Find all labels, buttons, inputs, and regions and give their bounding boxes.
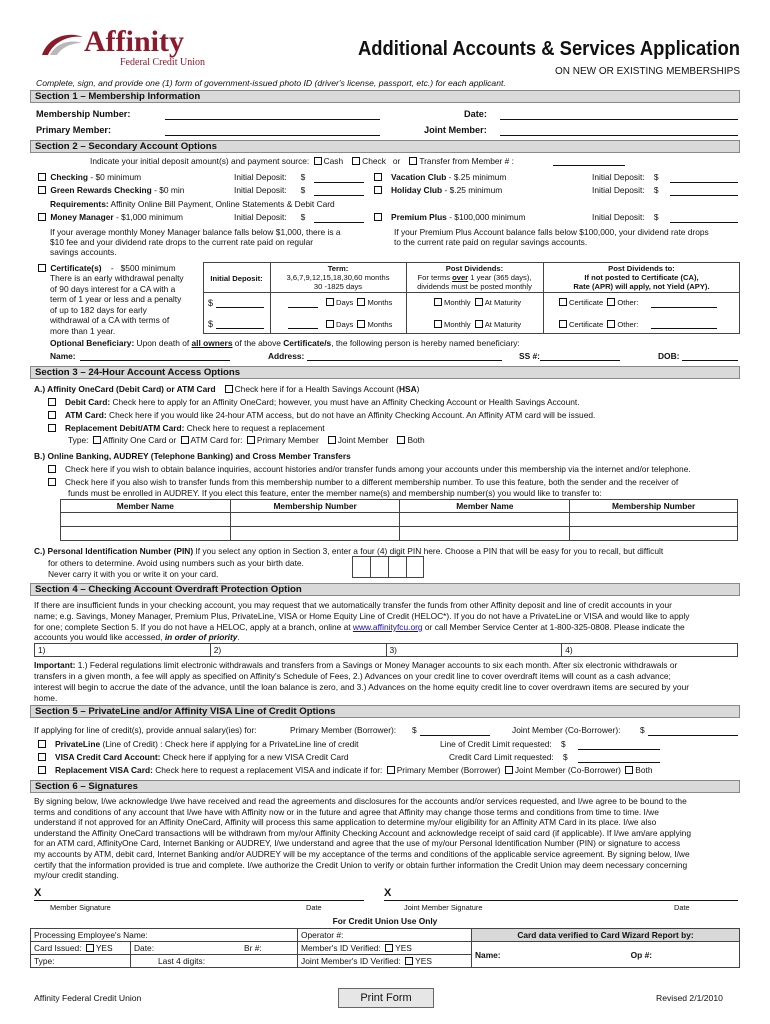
overdraft-text-1: If there are insufficient funds in your checking account, you may request that we automatically transfer the funds from other Affinity deposit and line of credit accounts in your: [34, 600, 672, 610]
requirements-text: Affinity Online Bill Payment, Online Statements & Debit Card: [108, 199, 335, 209]
overdraft-text-4: or call Member Service Center at 1-800-325-0808. Please indicate the: [422, 622, 685, 632]
section-3-header: Section 3 – 24-Hour Account Access Options: [30, 366, 740, 379]
type-label: Type:: [68, 435, 89, 445]
agreement-line: my accounts by ATM, debit card, Internet Banking and/or AUDREY will be my acceptance of the terms and conditions of the applicable service agreement. By signing below, I/we: [34, 848, 690, 859]
certificate-min: $500 minimum: [120, 263, 176, 273]
logo-subtitle: Federal Credit Union: [120, 57, 205, 68]
post-over: over: [452, 273, 469, 282]
green-rewards-checkbox[interactable]: [38, 186, 46, 194]
last-four-cell[interactable]: [131, 955, 298, 968]
mm-note-2: $10 fee and your dividend rate drops to the current rate paid on regular: [50, 237, 314, 247]
col-membership-number: Membership Number: [570, 500, 738, 513]
transfer-name-cell[interactable]: [400, 527, 570, 541]
cc-limit-label: Credit Card Limit requested:: [449, 752, 554, 762]
ben-dob-field[interactable]: [682, 360, 738, 361]
postto-header: Post Dividends to:: [608, 264, 675, 273]
yes-label: YES: [415, 956, 432, 966]
replacement-card-label: Replacement Debit/ATM Card:: [64, 423, 185, 433]
primary-member-field[interactable]: [165, 135, 380, 136]
cert-row-1-term[interactable]: [288, 307, 318, 308]
onecard-title: A.) Affinity OneCard (Debit Card) or ATM Card: [34, 384, 216, 394]
replacement-card-checkbox[interactable]: [48, 424, 56, 432]
pin-title: C.) Personal Identification Number (PIN): [34, 546, 194, 556]
ben-dob-label: DOB:: [658, 351, 680, 361]
cert-row-1-deposit[interactable]: [216, 307, 264, 308]
holiday-deposit-label: Initial Deposit:: [592, 185, 645, 195]
vacation-club-label: Vacation Club: [390, 172, 447, 182]
cert-row-2-term[interactable]: [288, 328, 318, 329]
penalty-line: There is an early withdrawal penalty: [50, 273, 184, 283]
dollar-sign: $: [300, 172, 306, 182]
cash-checkbox[interactable]: [314, 157, 322, 165]
section-6-header: Section 6 – Signatures: [30, 780, 740, 793]
priority-table: [34, 643, 738, 657]
cert-row-1-monthly-checkbox[interactable]: [434, 298, 442, 306]
ben-name-field[interactable]: [80, 360, 230, 361]
penalty-line: more than 1 year.: [50, 325, 116, 336]
certificate-label: Certificate(s): [50, 263, 102, 273]
post-monthly-note: dividends must be posted monthly: [417, 282, 532, 291]
holiday-club-label: Holiday Club: [390, 185, 443, 195]
transfer-number-cell[interactable]: [570, 527, 738, 541]
affinity-logo-mark-icon: [40, 29, 84, 57]
card-issued-cell: [31, 942, 131, 955]
months-label: Months: [367, 320, 393, 329]
replacement-visa-checkbox[interactable]: [38, 766, 46, 774]
operator-cell[interactable]: [298, 929, 472, 942]
ben-certificates: Certificate/s: [283, 338, 332, 348]
penalty-line: withdrawal of a CA with terms of: [50, 315, 170, 325]
days-label: Days: [336, 298, 354, 307]
certificate-option-label: Certificate: [569, 298, 604, 307]
joint-member-label: Joint Member:: [424, 125, 487, 135]
atm-card-text: Check here if you would like 24-hour ATM access, but do not have an Affinity Checking Account. An Affinity ATM card will be issued.: [106, 410, 596, 420]
transfer-label: Transfer from Member # :: [419, 156, 514, 166]
rv-joint-checkbox[interactable]: [505, 766, 513, 774]
dollar-sign: $: [653, 185, 659, 195]
section-5-header: Section 5 – PrivateLine and/or Affinity VISA Line of Credit Options: [30, 705, 740, 718]
days-label: Days: [336, 320, 354, 329]
agreement-line: By signing below, I/we acknowledge I/we have received and read the agreements and disclosures for the accounts and/or services requested, and I/we agree to be bound to the: [34, 796, 687, 806]
member-signature-label: Member Signature: [50, 903, 111, 912]
other-label: Other:: [617, 298, 639, 307]
term-header: Term:: [327, 264, 349, 273]
cert-row-1-months-checkbox[interactable]: [357, 298, 365, 306]
cert-row-2-deposit[interactable]: [216, 328, 264, 329]
debit-card-label: Debit Card:: [64, 397, 111, 407]
ben-text-2: of the above: [232, 338, 284, 348]
privateline-label: PrivateLine: [54, 739, 101, 749]
pin-boxes: [352, 556, 424, 578]
primary-member-option: Primary Member: [256, 435, 319, 445]
agreement-line: certify that the information provided is true and complete. I/we authorize the Credit Union to verify or obtain further information the Credit Union may deem necessary concerning: [34, 859, 688, 870]
cert-row-2-dollar: $: [208, 319, 214, 329]
loc-limit-label: Line of Credit Limit requested:: [440, 739, 552, 749]
green-deposit-label: Initial Deposit:: [234, 185, 287, 195]
member-signature-field[interactable]: [34, 900, 364, 901]
certificate-penalty-text: [50, 273, 196, 336]
dollar-sign: $: [300, 212, 306, 222]
cross-transfer-text-2: funds must be enrolled in AUDREY. If you elect this feature, enter the member name(s) and membership number(s) you would like to transfer to:: [68, 488, 602, 498]
cert-row-2-days-checkbox[interactable]: [326, 320, 334, 328]
page-subtitle: ON NEW OR EXISTING MEMBERSHIPS: [554, 66, 740, 77]
green-deposit-field[interactable]: [314, 195, 364, 196]
membership-number-field[interactable]: [165, 119, 380, 120]
cert-row-1-other-checkbox[interactable]: [607, 298, 615, 306]
ben-text-1: Upon death of: [134, 338, 192, 348]
card-issued-checkbox[interactable]: [86, 944, 94, 952]
joint-date-label: Date: [674, 903, 690, 912]
post-terms-text: For terms: [417, 273, 453, 282]
signature-agreement-text: [34, 796, 740, 881]
ben-all-owners: all owners: [191, 338, 233, 348]
premium-note-2: to the current rate paid on regular savings accounts.: [394, 237, 588, 247]
mm-deposit-label: Initial Deposit:: [234, 212, 287, 222]
holiday-deposit-field[interactable]: [670, 195, 738, 196]
hsa-label: Check here if for a Health Savings Account (: [234, 384, 399, 394]
both-option: Both: [407, 435, 425, 445]
transfer-number-cell[interactable]: [230, 527, 400, 541]
col-membership-number: Membership Number: [230, 500, 400, 513]
priority-1-cell[interactable]: 1): [35, 644, 211, 657]
check-checkbox[interactable]: [352, 157, 360, 165]
joint-borrower-label: Joint Member (Co-Borrower):: [512, 725, 621, 735]
name-op-cell[interactable]: [472, 942, 740, 968]
member-sign-x: X: [34, 887, 42, 899]
priority-2-cell[interactable]: 2): [210, 644, 386, 657]
processing-employee-cell[interactable]: [31, 929, 298, 942]
money-manager-checkbox[interactable]: [38, 213, 46, 221]
months-label: Months: [367, 298, 393, 307]
cert-row-1-days-checkbox[interactable]: [326, 298, 334, 306]
member-id-checkbox[interactable]: [385, 944, 393, 952]
premium-deposit-field[interactable]: [670, 222, 738, 223]
col-term: [270, 264, 406, 291]
col-member-name: Member Name: [400, 500, 570, 513]
joint-signature-field[interactable]: [384, 900, 738, 901]
transfer-checkbox[interactable]: [409, 157, 417, 165]
green-rewards-min: - $0 min: [151, 185, 185, 195]
pin-text-2: for others to determine. Avoid using numbers such as your birth date.: [48, 558, 304, 568]
requirements-label: Requirements:: [50, 199, 109, 209]
rv-both-label: Both: [635, 765, 653, 775]
premium-plus-checkbox[interactable]: [374, 213, 382, 221]
cc-limit-field[interactable]: [578, 762, 660, 763]
overdraft-text-5: accounts you would like accessed,: [34, 632, 165, 642]
joint-id-checkbox[interactable]: [405, 957, 413, 965]
rv-joint-label: Joint Member (Co-Borrower): [514, 765, 621, 775]
postto-note-1: If not posted to Certificate (CA),: [584, 273, 699, 282]
vacation-club-min: - $.25 minimum: [446, 172, 507, 182]
important-text-4: home.: [34, 693, 58, 703]
section-1-header: Section 1 – Membership Information: [30, 90, 740, 103]
dollar-sign: $: [300, 185, 306, 195]
yes-label: YES: [95, 943, 113, 953]
cu-name-label: Name:: [475, 949, 501, 960]
date-field[interactable]: [500, 119, 738, 120]
both-checkbox[interactable]: [397, 436, 405, 444]
visa-checkbox[interactable]: [38, 753, 46, 761]
ben-name-label: Name:: [50, 351, 76, 361]
overdraft-text-3: for one; complete Section 5. If you do not have a HELOC, apply at a branch, online at: [34, 622, 353, 632]
atm-card-checkbox[interactable]: [48, 411, 56, 419]
agreement-line: terms and conditions of any account that I/we have with Affinity now or in the future and agree that Affinity may change those terms and conditions from time to time. I/we: [34, 806, 659, 817]
member-id-verified-label: Member's ID Verified:: [301, 943, 381, 953]
premium-deposit-label: Initial Deposit:: [592, 212, 645, 222]
holiday-club-checkbox[interactable]: [374, 186, 382, 194]
order-priority: in order of priority: [164, 632, 238, 642]
onecard-type-label: Affinity One Card or: [102, 435, 177, 445]
dollar-sign: $: [561, 739, 566, 749]
pin-text-1: If you select any option in Section 3, enter a four (4) digit PIN here. Choose a PIN that will be easy for you to recall, but difficult: [193, 546, 664, 556]
premium-note-1: If your Premium Plus Account balance falls below $100,000, your dividend rate drops: [394, 227, 709, 237]
green-rewards-label: Green Rewards Checking: [50, 185, 152, 195]
cert-row-2-maturity-checkbox[interactable]: [475, 320, 483, 328]
cert-row-1-maturity-checkbox[interactable]: [475, 298, 483, 306]
atm-type-checkbox[interactable]: [181, 436, 189, 444]
br-label: Br #:: [244, 943, 262, 953]
monthly-label: Monthly: [444, 320, 471, 329]
card-issued-label: Card Issued:: [34, 943, 82, 953]
post-year: 1 year (365 days),: [468, 273, 532, 282]
operator-label: Operator #:: [301, 930, 344, 940]
term-months: 3,6,7,9,12,15,18,30,60 months: [286, 273, 390, 282]
ben-text-3: , the following person is hereby named beneficiary:: [331, 338, 520, 348]
cu-date-label: Date:: [134, 943, 155, 953]
joint-signature-label: Joint Member Signature: [404, 903, 483, 912]
last-four-label: Last 4 digits:: [158, 956, 206, 966]
certificate-dash: -: [110, 263, 114, 273]
vacation-deposit-field[interactable]: [670, 182, 738, 183]
joint-member-checkbox[interactable]: [328, 436, 336, 444]
cert-row-1-certificate-checkbox[interactable]: [559, 298, 567, 306]
cert-row-2-other-checkbox[interactable]: [607, 320, 615, 328]
mm-note-3: savings accounts.: [50, 247, 117, 257]
important-text-1: 1.) Federal regulations limit electronic withdrawals and transfers from a Savings or Money Manager accounts to six each month. After six electronic withdrawals or: [75, 660, 678, 670]
affinity-website-link[interactable]: www.affinityfcu.org: [352, 622, 423, 632]
penalty-line: term of 1 year or less and a penalty: [50, 294, 182, 304]
loc-limit-field[interactable]: [578, 749, 660, 750]
joint-member-option: Joint Member: [337, 435, 389, 445]
joint-id-cell: [298, 955, 472, 968]
money-manager-label: Money Manager: [50, 212, 114, 222]
visa-label: VISA Credit Card Account:: [54, 752, 161, 762]
priority-3-cell[interactable]: 3): [386, 644, 562, 657]
penalty-line: of 90 days interest for a CA with a: [50, 283, 176, 294]
print-form-button[interactable]: Print Form: [338, 988, 434, 1008]
primary-member-checkbox[interactable]: [247, 436, 255, 444]
mm-note-1: If your average monthly Money Manager balance falls below $1,000, there is a: [50, 227, 341, 237]
col-post-to: [543, 264, 740, 291]
important-label: Important:: [34, 660, 76, 670]
logo-name: Affinity: [84, 25, 184, 58]
replacement-visa-text: Check here to request a replacement VISA and indicate if for:: [152, 765, 383, 775]
agreement-line: for an ATM card, AffinityOne Card, Internet Banking or AUDREY, I/we understand and agree that the use of my/our Personal Identification Number (PIN) or signature to access: [34, 838, 681, 849]
maturity-label: At Maturity: [484, 298, 522, 307]
term-days: 30 -1825 days: [313, 282, 363, 291]
debit-card-text: Check here to apply for an Affinity OneCard; however, you must have an Affinity Checking Account or Health Savings Account.: [110, 397, 580, 407]
or-label: or: [392, 156, 401, 166]
beneficiary-text: [50, 338, 520, 348]
visa-text: Check here if applying for a new VISA Credit Card: [160, 752, 349, 762]
important-text-3: interest will begin to accrue the date of the advance, until the loan balance is zero, and 3.) Advances on the home equity credit line to cover overdrawn items are secured by your: [34, 682, 690, 692]
member-date-label: Date: [306, 903, 322, 912]
joint-salary-field[interactable]: [648, 735, 738, 736]
joint-member-field[interactable]: [500, 135, 738, 136]
yes-label: YES: [395, 943, 412, 953]
ben-address-field[interactable]: [307, 360, 502, 361]
type-cell[interactable]: [31, 955, 131, 968]
transfer-member-field[interactable]: [553, 165, 625, 166]
money-manager-min: - $1,000 minimum: [113, 212, 183, 222]
cert-row-2-certificate-checkbox[interactable]: [559, 320, 567, 328]
rv-primary-label: Primary Member (Borrower): [396, 765, 501, 775]
joint-id-verified-label: Joint Member's ID Verified:: [301, 956, 401, 966]
overdraft-text-2: name; e.g. Savings, Money Manager, Premium Plus, PrivateLine, VISA or Home Equity Line of Credit (HELOC*). If you do not have a PrivateLine or VISA and would like to apply: [34, 611, 690, 621]
checking-deposit-field[interactable]: [314, 182, 364, 183]
monthly-label: Monthly: [444, 298, 471, 307]
instruction-text: Complete, sign, and provide one (1) form of government-issued photo ID (driver's license, passport, etc.) for each applicant.: [36, 78, 506, 88]
cert-row-2-other-field[interactable]: [651, 328, 717, 329]
privateline-checkbox[interactable]: [38, 740, 46, 748]
privateline-text: (Line of Credit) : Check here if applying for a PrivateLine line of credit: [100, 739, 359, 749]
transfer-name-cell[interactable]: [400, 513, 570, 527]
hsa-checkbox[interactable]: [225, 385, 233, 393]
ben-address-label: Address:: [268, 351, 305, 361]
card-wizard-verified-label: Card data verified to Card Wizard Report by:: [472, 929, 740, 942]
checking-deposit-label: Initial Deposit:: [234, 172, 287, 182]
mm-deposit-field[interactable]: [314, 222, 364, 223]
online-banking-title: B.) Online Banking, AUDREY (Telephone Banking) and Cross Member Transfers: [34, 451, 351, 461]
checking-checkbox[interactable]: [38, 173, 46, 181]
processing-employee-label: Processing Employee's Name:: [34, 930, 148, 940]
online-banking-text: Check here if you wish to obtain balance inquiries, account histories and/or transfer funds among your accounts under this membership via the internet and/or telephone.: [64, 464, 691, 474]
transfer-name-cell[interactable]: [61, 513, 231, 527]
col-initial-deposit: Initial Deposit:: [210, 274, 263, 283]
rv-primary-checkbox[interactable]: [387, 766, 395, 774]
cross-transfer-text-1: Check here if you also wish to transfer funds from this membership number to a different membership number. To use this feature, both the sender and the receiver of: [64, 477, 679, 487]
agreement-line: understand the Affinity OneCard transactions will be withdrawn from my/our Affinity Checking Account and acknowledge receipt of said card (if applicable). If I/we am/are applying: [34, 827, 692, 838]
priority-4-cell[interactable]: 4): [562, 644, 738, 657]
dollar-sign: $: [640, 725, 645, 735]
cu-use-title: For Credit Union Use Only: [332, 916, 438, 926]
dollar-sign: $: [563, 752, 568, 762]
vacation-deposit-label: Initial Deposit:: [592, 172, 645, 182]
cash-label: Cash: [323, 156, 344, 166]
membership-number-label: Membership Number:: [36, 109, 131, 119]
primary-salary-field[interactable]: [420, 735, 490, 736]
transfer-number-cell[interactable]: [230, 513, 400, 527]
transfer-members-table: [60, 499, 738, 541]
section-2-header: Section 2 – Secondary Account Options: [30, 140, 740, 153]
premium-plus-min: - $100,000 minimum: [446, 212, 526, 222]
transfer-number-cell[interactable]: [570, 513, 738, 527]
ben-ssn-label: SS #:: [519, 351, 540, 361]
cert-row-2-months-checkbox[interactable]: [357, 320, 365, 328]
hsa-abbrev: HSA: [398, 384, 417, 394]
beneficiary-label: Optional Beneficiary:: [50, 338, 135, 348]
date-label: Date:: [464, 109, 487, 119]
premium-plus-label: Premium Plus: [390, 212, 447, 222]
member-id-cell: [298, 942, 472, 955]
important-text-2: transfers in a given month, a fee will apply as specified on Affinity's Schedule of Fees, 2.) Advances on your credit line to cover overdraft items will count as a cash advance;: [34, 671, 671, 681]
check-label: Check: [362, 156, 386, 166]
cert-row-1-dollar: $: [208, 298, 214, 308]
footer-revised: Revised 2/1/2010: [656, 993, 723, 1003]
replacement-card-text: Check here to request a replacement: [184, 423, 325, 433]
ben-ssn-field[interactable]: [540, 360, 620, 361]
footer-org: Affinity Federal Credit Union: [34, 993, 142, 1003]
online-banking-checkbox[interactable]: [48, 465, 56, 473]
postto-note-2: Rate (APR) will apply, not Yield (APY).: [573, 282, 710, 291]
vacation-club-checkbox[interactable]: [374, 173, 382, 181]
cross-transfer-checkbox[interactable]: [48, 478, 56, 486]
replacement-visa-label: Replacement VISA Card:: [54, 765, 153, 775]
page-title: Additional Accounts & Services Application: [357, 38, 740, 60]
col-post-dividends: [406, 264, 543, 291]
joint-sign-x: X: [384, 887, 392, 899]
deposit-source-row: [90, 156, 514, 166]
penalty-line: of up to 182 days for early: [50, 304, 147, 315]
dollar-sign: $: [653, 172, 659, 182]
maturity-label: At Maturity: [484, 320, 522, 329]
dollar-sign: $: [412, 725, 417, 735]
col-member-name: Member Name: [61, 500, 231, 513]
pin-text-3: Never carry it with you or write it on your card.: [48, 569, 219, 579]
cu-use-table: [30, 928, 740, 968]
atm-type-label: ATM Card for:: [190, 435, 243, 445]
onecard-type-checkbox[interactable]: [93, 436, 101, 444]
checking-label: Checking: [50, 172, 89, 182]
primary-member-label: Primary Member:: [36, 125, 112, 135]
salary-intro: If applying for line of credit(s), provide annual salary(ies) for:: [34, 725, 257, 735]
post-header: Post Dividends:: [445, 264, 504, 273]
certificate-checkbox[interactable]: [38, 264, 46, 272]
debit-card-checkbox[interactable]: [48, 398, 56, 406]
agreement-line: my/our credit standing.: [34, 870, 119, 881]
cert-row-1-other-field[interactable]: [651, 307, 717, 308]
transfer-name-cell[interactable]: [61, 527, 231, 541]
dollar-sign: $: [653, 212, 659, 222]
deposit-instruction: Indicate your initial deposit amount(s) and payment source:: [90, 156, 310, 166]
atm-card-label: ATM Card:: [64, 410, 107, 420]
rv-both-checkbox[interactable]: [625, 766, 633, 774]
section-4-header: Section 4 – Checking Account Overdraft Protection Option: [30, 583, 740, 596]
op-label: Op #:: [630, 949, 653, 960]
certificate-option-label: Certificate: [569, 320, 604, 329]
date-br-cell[interactable]: [131, 942, 298, 955]
cert-row-2-monthly-checkbox[interactable]: [434, 320, 442, 328]
agreement-line: understand if not approved for an Affinity OneCard, Affinity will process this same application to determine my/our eligibility for an Affinity ATM Card in its place. I/we also: [34, 817, 657, 828]
cu-type-label: Type:: [34, 956, 55, 966]
checking-min: - $0 minimum: [88, 172, 142, 182]
other-label: Other:: [617, 320, 639, 329]
holiday-club-min: - $.25 minimum: [442, 185, 503, 195]
primary-borrower-label: Primary Member (Borrower):: [290, 725, 397, 735]
